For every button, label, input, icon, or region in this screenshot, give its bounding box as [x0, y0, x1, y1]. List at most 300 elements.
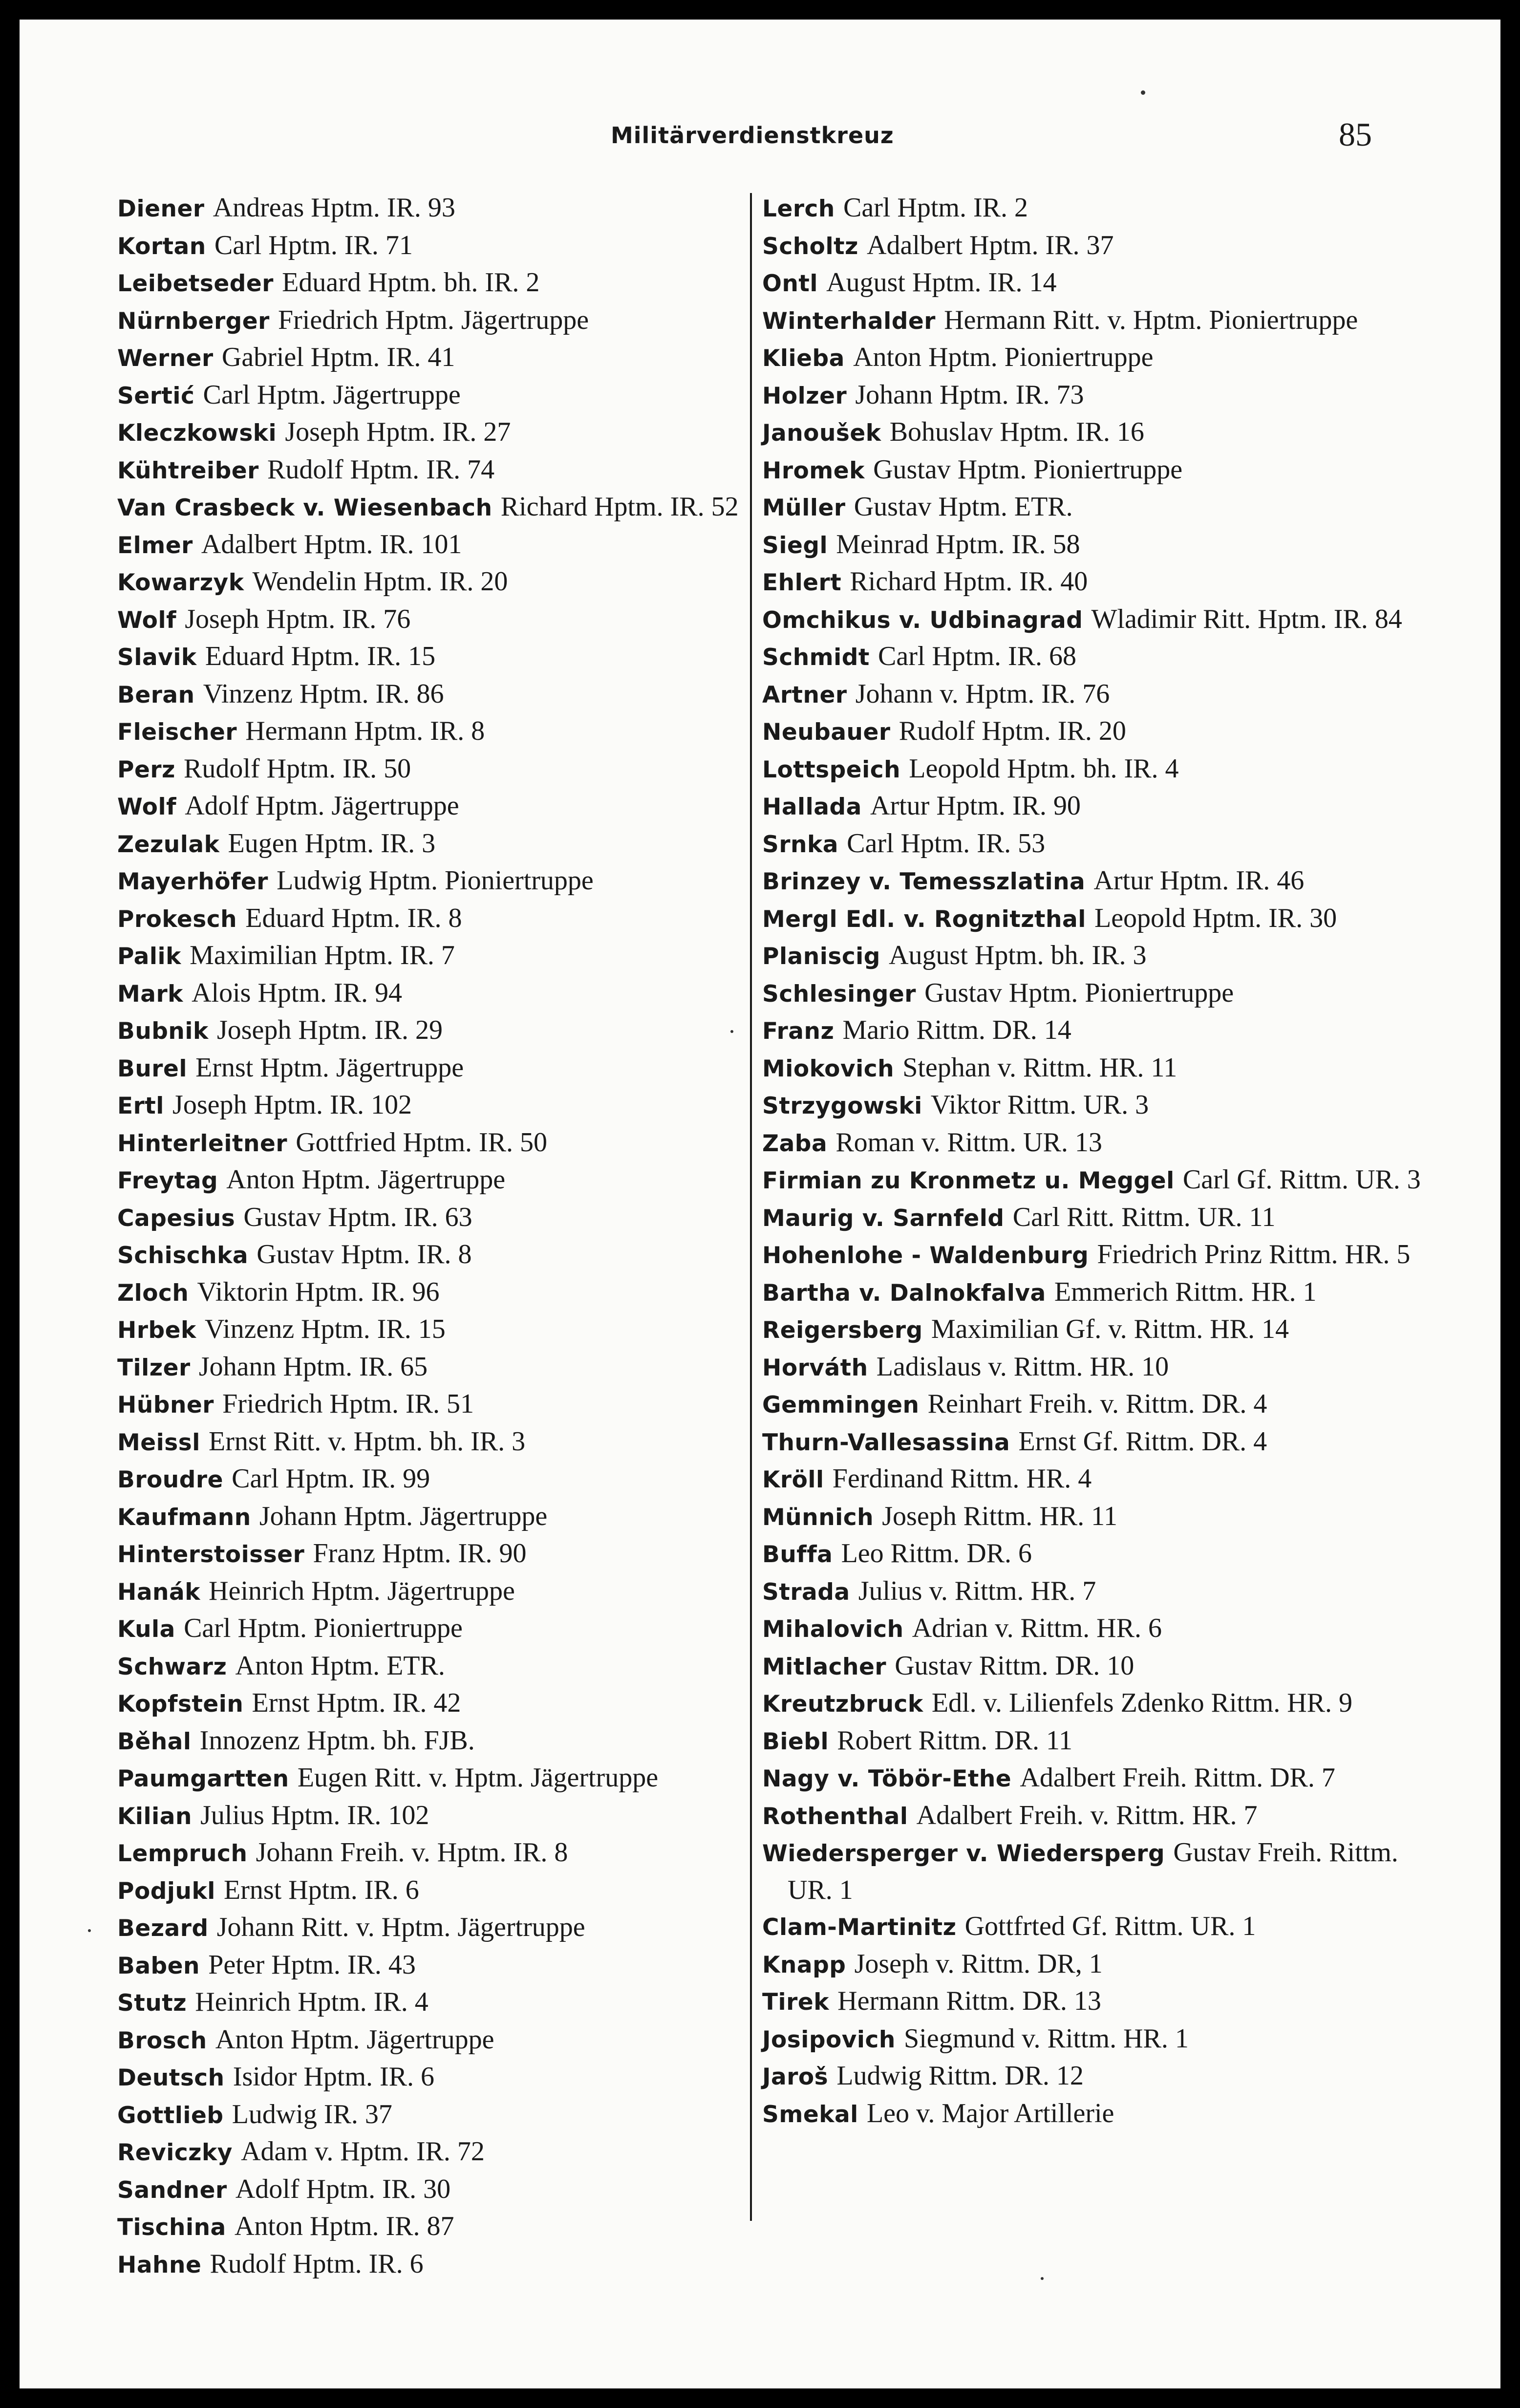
- entry-surname: Kopfstein: [117, 1691, 244, 1718]
- entry-surname: Bezard: [117, 1915, 209, 1942]
- entry-surname: Tilzer: [117, 1354, 191, 1381]
- list-item: [117, 1124, 748, 1162]
- entry-surname: Neubauer: [762, 719, 891, 746]
- entry-details: Gustav Hptm. Pioniertruppe: [873, 454, 1183, 485]
- entry-surname: Maurig v. Sarnfeld: [762, 1204, 1005, 1232]
- entry-surname: Planiscig: [762, 943, 880, 970]
- entry-details: Carl Hptm. Pioniertruppe: [184, 1613, 463, 1643]
- entry-surname: Mayerhöfer: [117, 868, 268, 895]
- entry-surname: Lerch: [762, 195, 835, 222]
- list-item: [117, 2208, 748, 2246]
- list-item: [117, 2021, 748, 2059]
- entry-surname: Werner: [117, 345, 214, 372]
- right-column: [762, 190, 1422, 2132]
- entry-surname: Kowarzyk: [117, 569, 244, 596]
- entry-surname: Bubnik: [117, 1018, 209, 1045]
- entry-surname: Kaufmann: [117, 1504, 251, 1531]
- list-item: [117, 1722, 748, 1760]
- list-item: [762, 1386, 1422, 1423]
- list-item: [762, 414, 1422, 452]
- list-item: [762, 1834, 1422, 1908]
- entry-details: Hermann Ritt. v. Hptm. Pioniertruppe: [944, 304, 1358, 335]
- entry-surname: Stutz: [117, 1990, 187, 2017]
- list-item: [762, 190, 1422, 227]
- entry-surname: Jaroš: [762, 2064, 829, 2090]
- list-item: [762, 1236, 1422, 1274]
- entry-surname: Omchikus v. Udbinagrad: [762, 606, 1083, 634]
- entry-surname: Capesius: [117, 1204, 235, 1232]
- entry-surname: Strada: [762, 1578, 850, 1606]
- entry-surname: Kortan: [117, 233, 206, 260]
- entry-surname: Hinterstoisser: [117, 1541, 305, 1568]
- entry-surname: Scholtz: [762, 233, 858, 260]
- entry-details: Carl Hptm. IR. 53: [847, 828, 1046, 859]
- entry-details: Gustav Hptm. IR. 63: [243, 1202, 472, 1232]
- entry-details: Carl Hptm. IR. 2: [843, 193, 1028, 223]
- entry-details: Ernst Hptm. Jägertruppe: [195, 1052, 464, 1083]
- list-item: [762, 1087, 1422, 1124]
- list-item: [117, 900, 748, 938]
- list-item: [117, 1050, 748, 1087]
- list-item: [762, 713, 1422, 751]
- list-item: [117, 751, 748, 788]
- entry-details: Eduard Hptm. IR. 8: [245, 903, 462, 933]
- entry-details: Julius Hptm. IR. 102: [200, 1800, 429, 1830]
- entry-details: Gustav Hptm. Pioniertruppe: [924, 977, 1234, 1008]
- entry-details: Ernst Hptm. IR. 42: [252, 1688, 461, 1718]
- list-item: [117, 788, 748, 825]
- list-item: [762, 1610, 1422, 1648]
- list-item: [117, 1311, 748, 1349]
- entry-details: Carl Gf. Rittm. UR. 3: [1182, 1164, 1421, 1195]
- list-item: [117, 339, 748, 377]
- entry-details: Adalbert Hptm. IR. 37: [867, 230, 1114, 260]
- entry-surname: Paumgartten: [117, 1765, 289, 1792]
- entry-details: August Hptm. bh. IR. 3: [889, 940, 1147, 970]
- list-item: [117, 452, 748, 489]
- entry-details: Ludwig Hptm. Pioniertruppe: [277, 865, 594, 896]
- entry-details: Joseph Hptm. IR. 102: [172, 1090, 412, 1120]
- entry-details: Richard Hptm. IR. 40: [850, 566, 1088, 597]
- entry-surname: Hrbek: [117, 1317, 196, 1344]
- entry-details: Johann v. Hptm. IR. 76: [855, 678, 1110, 709]
- entry-surname: Hromek: [762, 457, 865, 484]
- entry-surname: Mitlacher: [762, 1653, 887, 1680]
- entry-surname: Schlesinger: [762, 980, 916, 1008]
- entry-surname: Broudre: [117, 1466, 223, 1493]
- list-item: [117, 862, 748, 900]
- entry-surname: Mihalovich: [762, 1616, 904, 1643]
- entry-details: Edl. v. Lilienfels Zdenko Rittm. HR. 9: [931, 1688, 1353, 1718]
- list-item: [117, 2096, 748, 2134]
- page-header-title: Militärverdienstkreuz: [611, 122, 894, 149]
- list-item: [762, 825, 1422, 863]
- entry-details: Johann Hptm. IR. 73: [855, 379, 1084, 410]
- list-item: [117, 1349, 748, 1386]
- list-item: [762, 1946, 1422, 1983]
- entry-surname: Kilian: [117, 1803, 192, 1830]
- entry-surname: Baben: [117, 1952, 200, 1979]
- entry-surname: Burel: [117, 1055, 187, 1082]
- entry-details: Adalbert Hptm. IR. 101: [201, 529, 462, 559]
- entry-surname: Smekal: [762, 2101, 858, 2128]
- list-item: [762, 1908, 1422, 1946]
- entry-details: Gustav Hptm. ETR.: [854, 492, 1073, 522]
- list-item: [762, 1161, 1422, 1199]
- entry-details: Ernst Gf. Rittm. DR. 4: [1018, 1426, 1267, 1457]
- entry-details: Roman v. Rittm. UR. 13: [835, 1127, 1102, 1158]
- entry-details: Joseph Hptm. IR. 29: [216, 1015, 443, 1045]
- entry-surname: Wiedersperger v. Wiedersperg: [762, 1840, 1165, 1867]
- entry-details: Gustav Hptm. IR. 8: [257, 1239, 472, 1269]
- list-item: [762, 526, 1422, 564]
- entry-surname: Kühtreiber: [117, 457, 259, 484]
- list-item: [762, 676, 1422, 713]
- entry-details: Adrian v. Rittm. HR. 6: [912, 1613, 1162, 1643]
- entry-details: Anton Hptm. ETR.: [235, 1650, 445, 1681]
- entry-surname: Hallada: [762, 794, 862, 820]
- list-item: [117, 1760, 748, 1797]
- entry-details: Julius v. Rittm. HR. 7: [858, 1575, 1096, 1606]
- entry-surname: Strzygowski: [762, 1093, 922, 1119]
- entry-details: Heinrich Hptm. IR. 4: [195, 1987, 428, 2017]
- entry-details: Rudolf Hptm. IR. 50: [184, 753, 411, 784]
- entry-details: Heinrich Hptm. Jägertruppe: [209, 1575, 515, 1606]
- entry-surname: Münnich: [762, 1504, 874, 1531]
- entry-surname: Fleischer: [117, 719, 237, 746]
- entry-surname: Meissl: [117, 1429, 200, 1456]
- entry-surname: Tischina: [117, 2214, 226, 2241]
- entry-details: Anton Hptm. Jägertruppe: [215, 2024, 494, 2055]
- entry-surname: Mark: [117, 980, 183, 1008]
- entry-surname: Wolf: [117, 794, 177, 820]
- entry-details: Vinzenz Hptm. IR. 15: [204, 1314, 446, 1344]
- entry-surname: Biebl: [762, 1728, 829, 1755]
- print-speck: [730, 1030, 733, 1033]
- entry-surname: Schwarz: [117, 1653, 227, 1680]
- entry-surname: Buffa: [762, 1541, 833, 1568]
- list-item: [117, 825, 748, 863]
- entry-surname: Schischka: [117, 1242, 249, 1269]
- list-item: [762, 1199, 1422, 1237]
- list-item: [117, 1274, 748, 1312]
- entry-details: Leo v. Major Artillerie: [866, 2098, 1114, 2128]
- entry-details: Carl Ritt. Rittm. UR. 11: [1012, 1202, 1276, 1232]
- entry-surname: Slavik: [117, 644, 197, 671]
- entry-surname: Běhal: [117, 1728, 192, 1755]
- list-item: [117, 713, 748, 751]
- entry-surname: Nürnberger: [117, 307, 270, 335]
- entry-details: Leopold Hptm. IR. 30: [1094, 903, 1337, 933]
- entry-details: Eugen Hptm. IR. 3: [228, 828, 436, 859]
- entry-surname: Deutsch: [117, 2064, 225, 2091]
- entry-details: Anton Hptm. Jägertruppe: [226, 1164, 506, 1195]
- list-item: [762, 975, 1422, 1012]
- entry-details: Gabriel Hptm. IR. 41: [221, 342, 455, 372]
- list-item: [762, 1012, 1422, 1050]
- entry-details: Artur Hptm. IR. 46: [1093, 865, 1305, 896]
- entry-details: Eduard Hptm. bh. IR. 2: [282, 267, 540, 298]
- list-item: [762, 264, 1422, 302]
- entry-surname: Klieba: [762, 345, 845, 372]
- entry-surname: Nagy v. Töbör-Ethe: [762, 1765, 1012, 1792]
- entry-details: Hermann Rittm. DR. 13: [837, 1986, 1101, 2016]
- entry-details: Viktorin Hptm. IR. 96: [197, 1276, 440, 1307]
- entry-details: Johann Hptm. IR. 65: [198, 1351, 428, 1382]
- entry-details: Rudolf Hptm. IR. 74: [267, 454, 495, 485]
- entry-surname: Mergl Edl. v. Rognitzthal: [762, 905, 1086, 933]
- entry-details: Adam v. Hptm. IR. 72: [241, 2136, 485, 2167]
- entry-surname: Clam-Martinitz: [762, 1914, 957, 1941]
- list-item: [762, 227, 1422, 265]
- entry-details: Gustav Freih. Rittm. UR. 1: [788, 1837, 1398, 1905]
- entry-details: Alois Hptm. IR. 94: [192, 977, 403, 1008]
- list-item: [117, 1012, 748, 1050]
- list-item: [762, 788, 1422, 825]
- entry-details: Peter Hptm. IR. 43: [208, 1949, 416, 1980]
- entry-details: Joseph v. Rittm. DR, 1: [854, 1948, 1103, 1979]
- list-item: [117, 1872, 748, 1910]
- entry-details: Adalbert Freih. Rittm. DR. 7: [1020, 1763, 1335, 1793]
- list-item: [762, 601, 1422, 639]
- entry-surname: Hübner: [117, 1392, 214, 1419]
- entry-surname: Kula: [117, 1616, 175, 1643]
- list-item: [762, 2095, 1422, 2133]
- entry-details: Ernst Hptm. IR. 6: [224, 1874, 419, 1905]
- entry-details: Adalbert Freih. v. Rittm. HR. 7: [916, 1800, 1258, 1830]
- entry-surname: Artner: [762, 681, 847, 709]
- column-divider: [750, 193, 752, 2221]
- list-item: [762, 1498, 1422, 1536]
- list-item: [117, 1461, 748, 1498]
- entry-surname: Josipovich: [762, 2026, 896, 2053]
- list-item: [117, 1573, 748, 1611]
- list-item: [117, 563, 748, 601]
- list-item: [117, 227, 748, 265]
- entry-details: Ludwig Rittm. DR. 12: [836, 2061, 1084, 2091]
- entry-details: Gottfrted Gf. Rittm. UR. 1: [964, 1911, 1256, 1941]
- entry-surname: Ontl: [762, 270, 818, 297]
- list-item: [762, 1124, 1422, 1162]
- entry-details: Carl Hptm. Jägertruppe: [203, 379, 461, 410]
- entry-surname: Zloch: [117, 1279, 189, 1307]
- entry-surname: Miokovich: [762, 1055, 895, 1082]
- entry-details: Joseph Hptm. IR. 76: [185, 603, 411, 634]
- entry-surname: Lottspeich: [762, 756, 901, 783]
- list-item: [762, 1760, 1422, 1797]
- entry-details: Vinzenz Hptm. IR. 86: [203, 678, 444, 709]
- entry-details: Carl Hptm. IR. 99: [232, 1463, 430, 1494]
- list-item: [117, 1610, 748, 1648]
- entry-details: Gottfried Hptm. IR. 50: [296, 1127, 548, 1158]
- list-item: [117, 1834, 748, 1872]
- list-item: [762, 900, 1422, 938]
- entry-details: Rudolf Hptm. IR. 6: [210, 2248, 424, 2279]
- left-column: [117, 190, 748, 2283]
- list-item: [117, 2133, 748, 2171]
- list-item: [117, 1161, 748, 1199]
- entry-details: Anton Hptm. IR. 87: [234, 2211, 454, 2241]
- list-item: [117, 2171, 748, 2209]
- list-item: [762, 452, 1422, 489]
- entry-surname: Zaba: [762, 1130, 828, 1157]
- entry-surname: Brinzey v. Temesszlatina: [762, 868, 1086, 895]
- list-item: [117, 1199, 748, 1237]
- list-item: [762, 1349, 1422, 1386]
- entry-surname: Diener: [117, 195, 205, 222]
- entry-details: Friedrich Hptm. IR. 51: [222, 1389, 474, 1419]
- list-item: [117, 1087, 748, 1124]
- entry-surname: Bartha v. Dalnokfalva: [762, 1279, 1046, 1307]
- entry-surname: Van Crasbeck v. Wiesenbach: [117, 494, 492, 521]
- list-item: [762, 1050, 1422, 1087]
- entry-surname: Hahne: [117, 2251, 202, 2279]
- entry-details: Johann Freih. v. Hptm. IR. 8: [256, 1837, 568, 1868]
- entry-surname: Rothenthal: [762, 1803, 908, 1830]
- list-item: [117, 2059, 748, 2096]
- list-item: [762, 489, 1422, 526]
- list-item: [762, 302, 1422, 340]
- list-item: [117, 1535, 748, 1573]
- entry-surname: Podjukl: [117, 1877, 215, 1905]
- entry-surname: Sandner: [117, 2176, 227, 2204]
- entry-details: Siegmund v. Rittm. HR. 1: [904, 2023, 1189, 2054]
- entry-surname: Tirek: [762, 1989, 829, 2016]
- entry-surname: Brosch: [117, 2027, 207, 2054]
- entry-details: Maximilian Gf. v. Rittm. HR. 14: [931, 1314, 1289, 1344]
- list-item: [762, 377, 1422, 414]
- list-item: [117, 1386, 748, 1423]
- list-item: [117, 414, 748, 452]
- entry-details: Friedrich Hptm. Jägertruppe: [278, 304, 589, 335]
- entry-details: Bohuslav Hptm. IR. 16: [889, 417, 1144, 447]
- entry-surname: Janoušek: [762, 420, 881, 447]
- entry-details: Rudolf Hptm. IR. 20: [899, 716, 1126, 746]
- entry-details: Friedrich Prinz Rittm. HR. 5: [1097, 1239, 1411, 1269]
- list-item: [762, 862, 1422, 900]
- list-item: [762, 751, 1422, 788]
- list-item: [762, 1648, 1422, 1685]
- list-item: [117, 676, 748, 713]
- entry-details: Carl Hptm. IR. 71: [214, 230, 413, 260]
- list-item: [762, 1797, 1422, 1835]
- print-speck: [1141, 90, 1145, 95]
- entry-details: Leopold Hptm. bh. IR. 4: [909, 753, 1179, 784]
- list-item: [117, 1236, 748, 1274]
- entry-surname: Franz: [762, 1018, 835, 1045]
- list-item: [762, 563, 1422, 601]
- entry-details: Maximilian Hptm. IR. 7: [190, 940, 455, 970]
- entry-details: Wendelin Hptm. IR. 20: [252, 566, 508, 597]
- entry-details: Emmerich Rittm. HR. 1: [1054, 1276, 1317, 1307]
- entry-details: Franz Hptm. IR. 90: [313, 1538, 527, 1569]
- entry-surname: Kleczkowski: [117, 420, 277, 447]
- entry-surname: Wolf: [117, 606, 177, 634]
- entry-surname: Hanák: [117, 1578, 200, 1606]
- entry-details: Johann Hptm. Jägertruppe: [259, 1501, 548, 1531]
- entry-surname: Schmidt: [762, 644, 870, 671]
- list-item: [117, 638, 748, 676]
- entry-surname: Reviczky: [117, 2139, 233, 2166]
- entry-surname: Ertl: [117, 1093, 164, 1119]
- entry-details: Ludwig IR. 37: [232, 2099, 392, 2129]
- list-item: [117, 601, 748, 639]
- list-item: [117, 1984, 748, 2021]
- entry-surname: Palik: [117, 943, 181, 970]
- entry-surname: Perz: [117, 756, 175, 783]
- entry-details: Leo Rittm. DR. 6: [841, 1538, 1032, 1569]
- entry-details: Wladimir Ritt. Hptm. IR. 84: [1091, 603, 1402, 634]
- entry-details: Anton Hptm. Pioniertruppe: [853, 342, 1154, 372]
- entry-surname: Firmian zu Kronmetz u. Meggel: [762, 1167, 1175, 1194]
- entry-details: Eduard Hptm. IR. 15: [205, 641, 436, 671]
- list-item: [762, 1535, 1422, 1573]
- entry-surname: Ehlert: [762, 569, 842, 596]
- entry-details: Stephan v. Rittm. HR. 11: [902, 1052, 1177, 1083]
- list-item: [117, 1947, 748, 1984]
- entry-details: Johann Ritt. v. Hptm. Jägertruppe: [216, 1912, 585, 1942]
- entry-details: Viktor Rittm. UR. 3: [930, 1090, 1149, 1120]
- list-item: [762, 1461, 1422, 1498]
- entry-surname: Sertić: [117, 382, 195, 409]
- list-item: [762, 1573, 1422, 1611]
- entry-details: Meinrad Hptm. IR. 58: [836, 529, 1080, 559]
- list-item: [117, 190, 748, 227]
- entry-surname: Thurn-Vallesassina: [762, 1429, 1010, 1456]
- list-item: [117, 489, 748, 526]
- entry-surname: Hohenlohe - Waldenburg: [762, 1242, 1089, 1269]
- entry-surname: Knapp: [762, 1951, 846, 1978]
- list-item: [117, 377, 748, 414]
- list-item: [762, 1423, 1422, 1461]
- entry-details: Adolf Hptm. Jägertruppe: [185, 791, 459, 821]
- page-number: 85: [1339, 116, 1372, 153]
- list-item: [117, 264, 748, 302]
- list-item: [762, 2058, 1422, 2095]
- entry-details: August Hptm. IR. 14: [826, 267, 1057, 298]
- entry-surname: Prokesch: [117, 905, 237, 933]
- list-item: [762, 1685, 1422, 1722]
- entry-details: Andreas Hptm. IR. 93: [213, 193, 455, 223]
- list-item: [762, 339, 1422, 377]
- print-speck: [1041, 2277, 1044, 2280]
- entry-details: Joseph Rittm. HR. 11: [882, 1501, 1118, 1531]
- list-item: [117, 1685, 748, 1722]
- list-item: [117, 302, 748, 340]
- entry-details: Gustav Rittm. DR. 10: [895, 1650, 1135, 1681]
- entry-surname: Gottlieb: [117, 2102, 224, 2129]
- list-item: [762, 638, 1422, 676]
- list-item: [117, 1648, 748, 1685]
- list-item: [762, 937, 1422, 975]
- list-item: [762, 1722, 1422, 1760]
- list-item: [117, 1797, 748, 1835]
- entry-surname: Srnka: [762, 831, 838, 858]
- entry-surname: Siegl: [762, 532, 828, 559]
- entry-surname: Gemmingen: [762, 1392, 920, 1419]
- entry-details: Reinhart Freih. v. Rittm. DR. 4: [927, 1389, 1267, 1419]
- entry-surname: Horváth: [762, 1354, 868, 1381]
- list-item: [117, 1423, 748, 1461]
- entry-details: Joseph Hptm. IR. 27: [285, 417, 511, 447]
- entry-surname: Beran: [117, 681, 195, 709]
- entry-surname: Reigersberg: [762, 1317, 923, 1344]
- list-item: [762, 2021, 1422, 2058]
- print-speck: [88, 1929, 91, 1932]
- entry-details: Hermann Hptm. IR. 8: [245, 716, 485, 746]
- list-item: [117, 1498, 748, 1536]
- entry-details: Adolf Hptm. IR. 30: [235, 2173, 451, 2204]
